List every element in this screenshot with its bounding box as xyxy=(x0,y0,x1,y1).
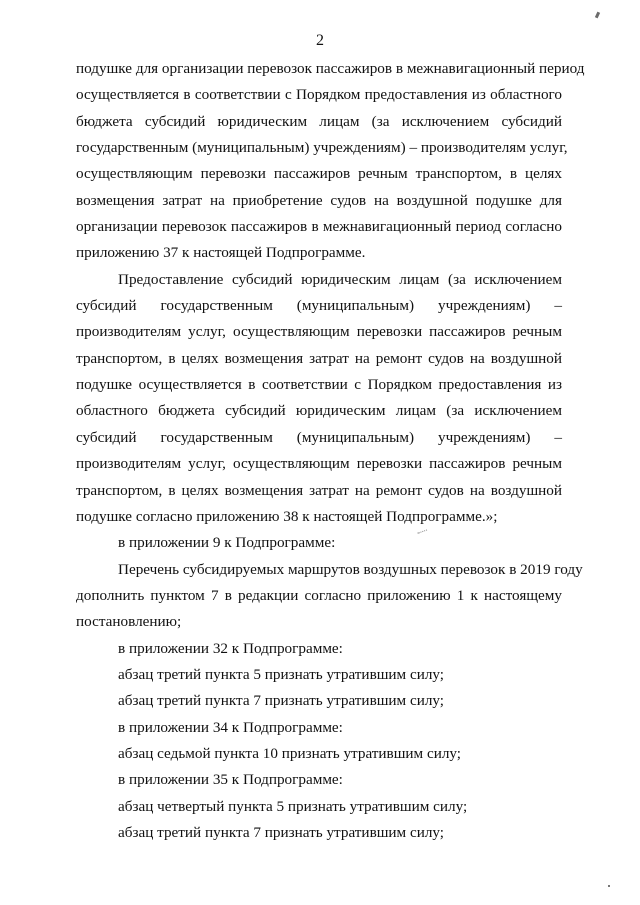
text-line: осуществляющим перевозки пассажиров речным транспортом, в целях xyxy=(76,165,562,183)
text-line: абзац третий пункта 5 признать утратившим силу; xyxy=(118,665,445,683)
text-line: государственным (муниципальным) учреждениям) – производителям услуг, xyxy=(76,139,568,157)
text-line: абзац третий пункта 7 признать утратившим силу; xyxy=(118,823,445,841)
text-line: подушке для организации перевозок пассажиров в межнавигационный период xyxy=(76,60,585,77)
text-line: приложению 37 к настоящей Подпрограмме. xyxy=(76,244,366,262)
text-line: постановлению; xyxy=(76,613,182,631)
text-line: абзац третий пункта 7 признать утратившим силу; xyxy=(118,692,445,710)
text-line: возмещения затрат на приобретение судов на воздушной подушке для xyxy=(76,191,562,209)
text-line: абзац четвертый пункта 5 признать утратившим силу; xyxy=(118,797,468,815)
text-line: подушке согласно приложению 38 к настоящей Подпрограмме.»; xyxy=(76,507,498,525)
document-body xyxy=(76,56,585,846)
text-line: производителям услуг, осуществляющим перевозки пассажиров речным xyxy=(76,455,562,473)
text-line: в приложении 9 к Подпрограмме: xyxy=(118,534,336,552)
text-line: субсидий государственным (муниципальным) учреждениям) – xyxy=(76,428,562,446)
page-number: 2 xyxy=(316,32,324,49)
text-line: абзац седьмой пункта 10 признать утратившим силу; xyxy=(118,744,462,762)
text-line: в приложении 35 к Подпрограмме: xyxy=(118,771,343,789)
text-line: областного бюджета субсидий юридическим лицам (за исключением xyxy=(76,402,562,420)
text-line: в приложении 32 к Подпрограмме: xyxy=(118,639,343,657)
text-line: Предоставление субсидий юридическим лицам (за исключением xyxy=(118,270,562,288)
text-line: организации перевозок пассажиров в межнавигационный период согласно xyxy=(76,218,562,236)
text-line: осуществляется в соответствии с Порядком предоставления из областного xyxy=(76,86,562,104)
text-line: Перечень субсидируемых маршрутов воздушных перевозок в 2019 году xyxy=(118,560,583,578)
text-line: транспортом, в целях возмещения затрат на ремонт судов на воздушной xyxy=(76,349,562,367)
scan-dot xyxy=(608,885,610,887)
scan-artifact xyxy=(595,12,600,19)
text-line: производителям услуг, осуществляющим перевозки пассажиров речным xyxy=(76,323,562,341)
text-line: подушке осуществляется в соответствии с Порядком предоставления из xyxy=(76,376,562,394)
text-line: бюджета субсидий юридическим лицам (за исключением субсидий xyxy=(76,112,562,130)
text-line: дополнить пунктом 7 в редакции согласно приложению 1 к настоящему xyxy=(76,586,562,604)
text-line: в приложении 34 к Подпрограмме: xyxy=(118,718,343,736)
text-line: транспортом, в целях возмещения затрат на ремонт судов на воздушной xyxy=(76,481,562,499)
text-line: субсидий государственным (муниципальным) учреждениям) – xyxy=(76,297,562,315)
